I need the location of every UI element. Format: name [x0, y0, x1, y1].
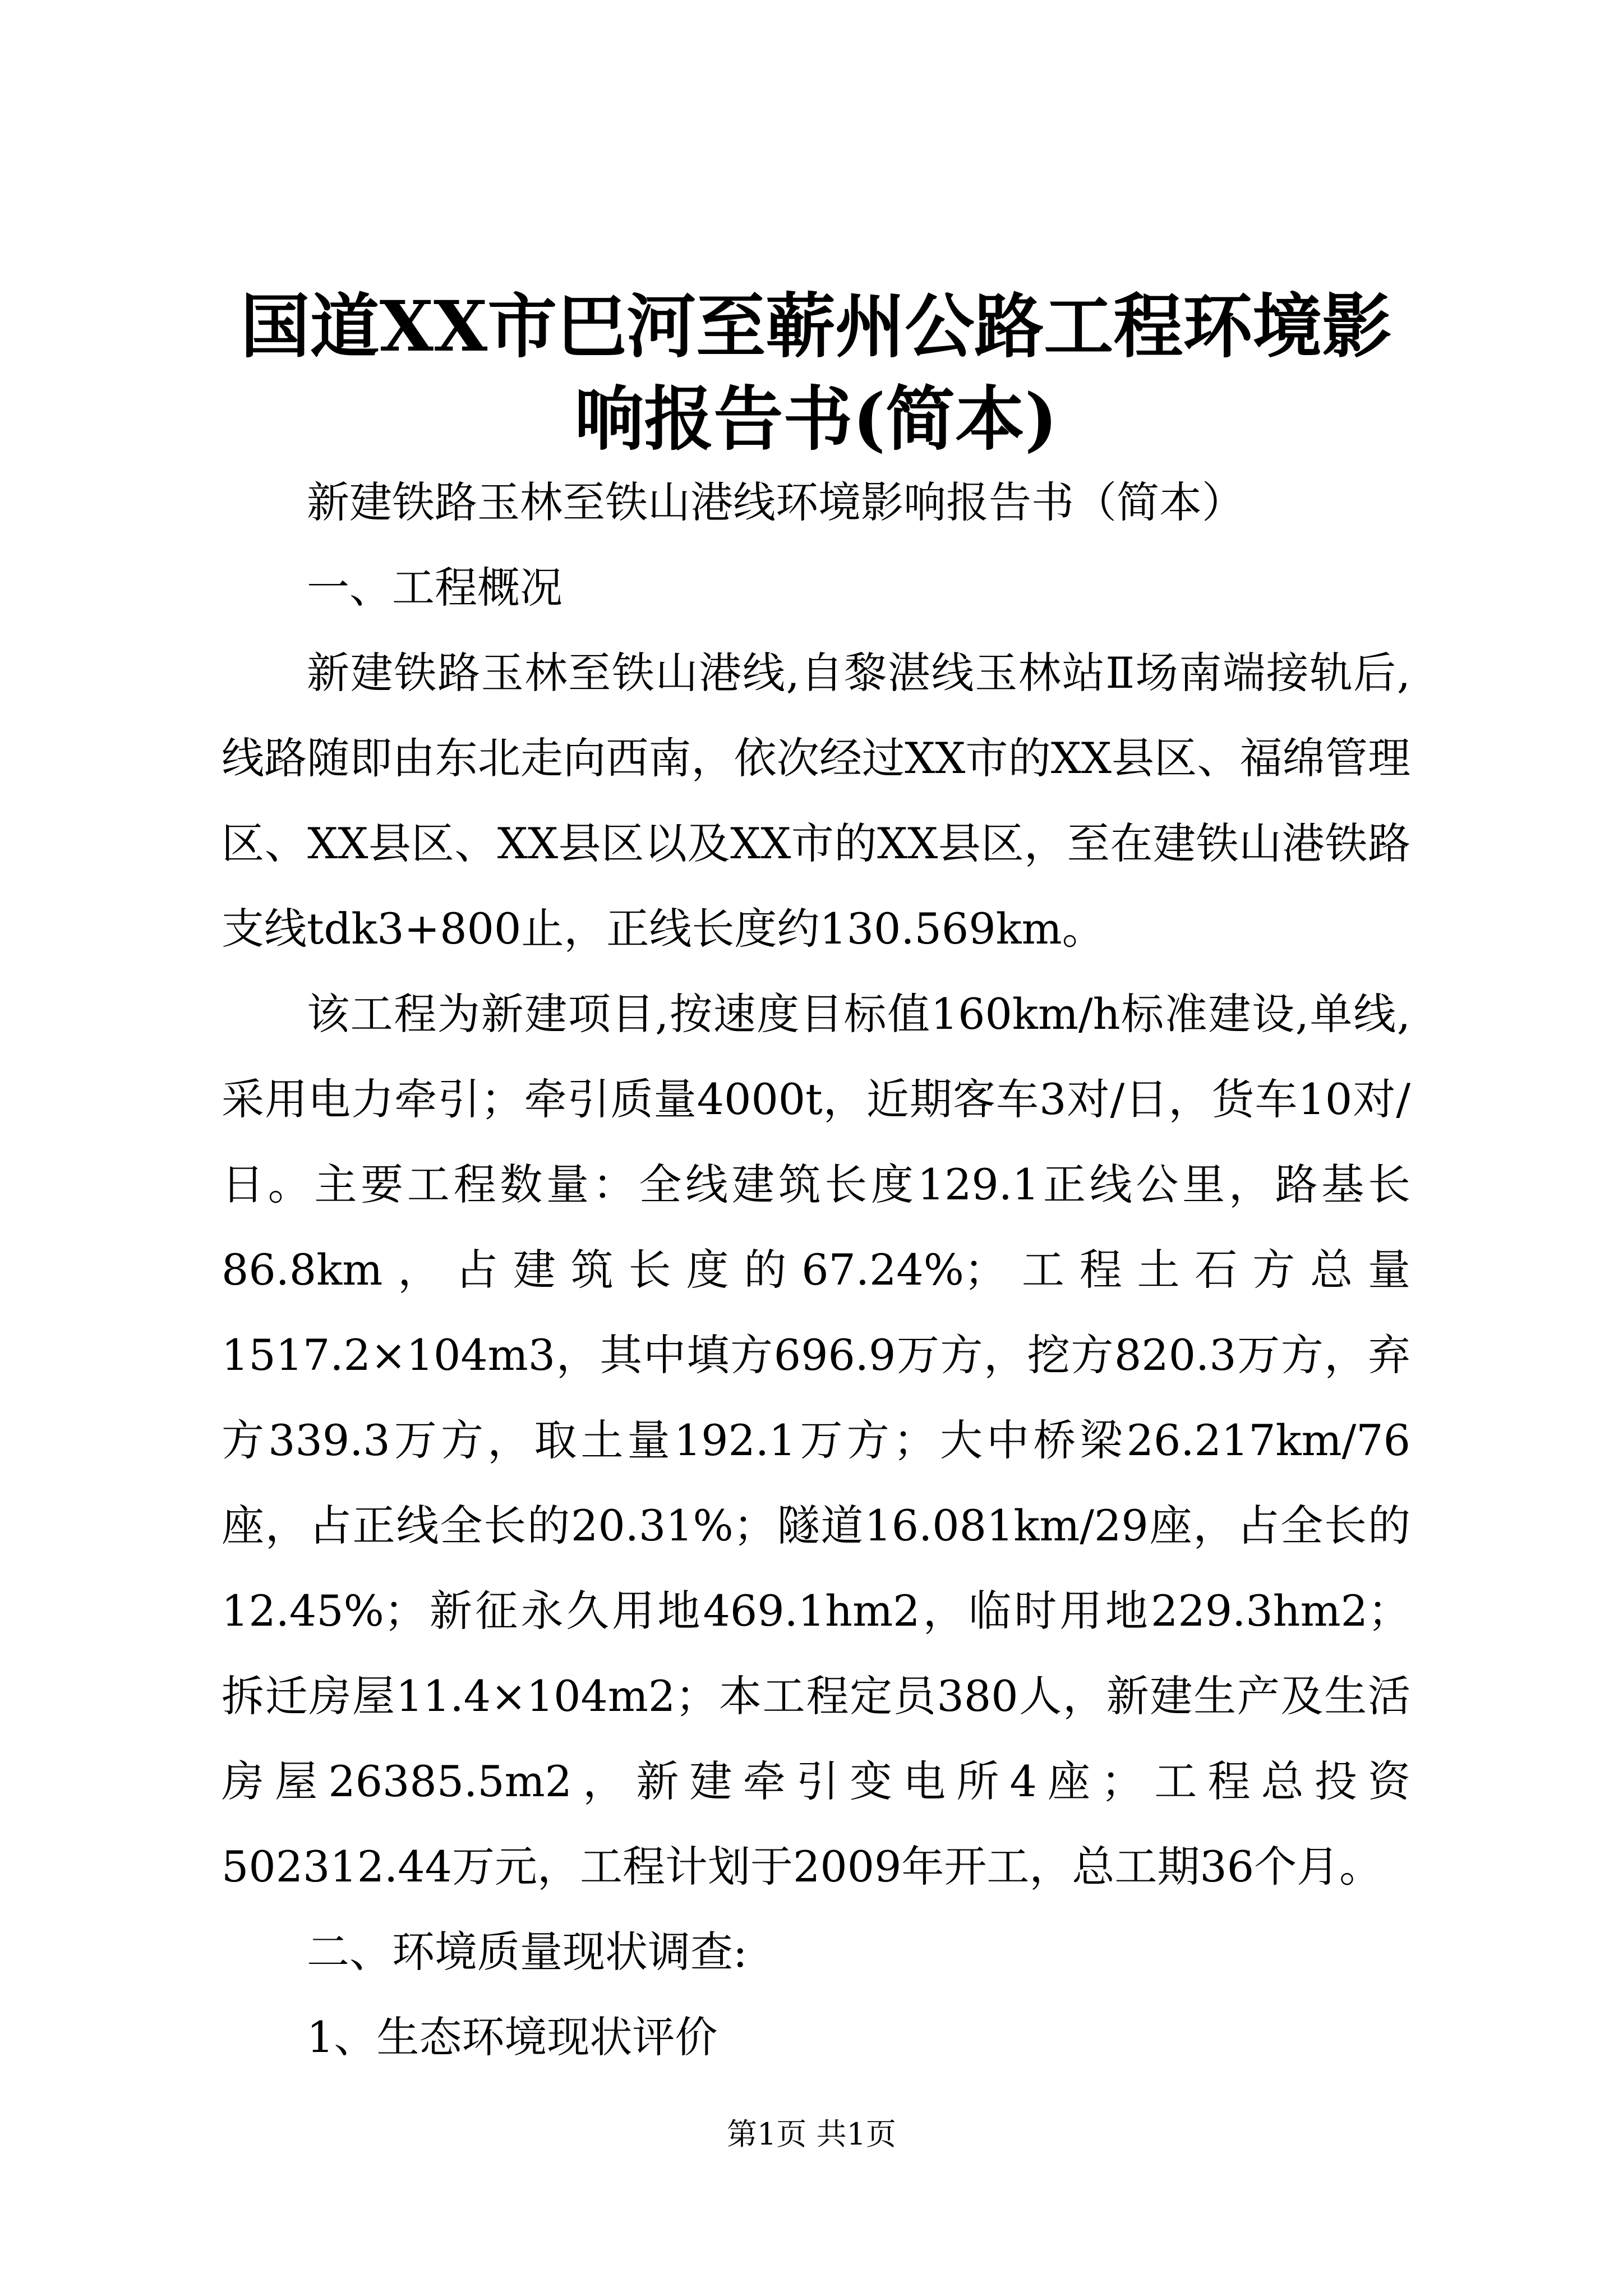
page-footer: 第1页 共1页	[727, 2116, 896, 2152]
section-heading-overview: 一、工程概况	[307, 563, 562, 613]
section-heading-environment: 二、环境质量现状调查:	[307, 1927, 748, 1977]
subsection-heading-ecology: 1、生态环境现状评价	[307, 2012, 718, 2062]
subtitle-paragraph: 新建铁路玉林至铁山港线环境影响报告书（简本）	[307, 477, 1244, 527]
document-body	[222, 460, 1410, 2080]
document-title: 国道XX市巴河至蕲州公路工程环境影响报告书(简本)	[240, 286, 1392, 460]
route-paragraph: 新建铁路玉林至铁山港线,自黎湛线玉林站Ⅱ场南端接轨后,线路随即由东北走向西南，依次经过XX市的XX县区、福绵管理区、XX县区、XX县区以及XX市的XX县区，至在建铁山港铁路支线tdk3+800止，正线长度约130.569km。	[222, 648, 1410, 954]
project-quantities-paragraph: 该工程为新建项目,按速度目标值160km/h标准建设,单线,采用电力牵引；牵引质量4000t，近期客车3对/日，货车10对/日。主要工程数量：全线建筑长度129.1正线公里，路基长86.8km，占建筑长度的67.24%；工程土石方总量1517.2×104m3，其中填方696.9万方，挖方820.3万方，弃方339.3万方，取土量192.1万方；大中桥梁26.217km/76座，占正线全长的20.31%；隧道16.081km/29座，占全长的12.45%；新征永久用地469.1hm2，临时用地229.3hm2；拆迁房屋11.4×104m2；本工程定员380人，新建生产及生活房屋26385.5m2，新建牵引变电所4座；工程总投资502312.44万元，工程计划于2009年开工，总工期36个月。	[222, 989, 1410, 1892]
